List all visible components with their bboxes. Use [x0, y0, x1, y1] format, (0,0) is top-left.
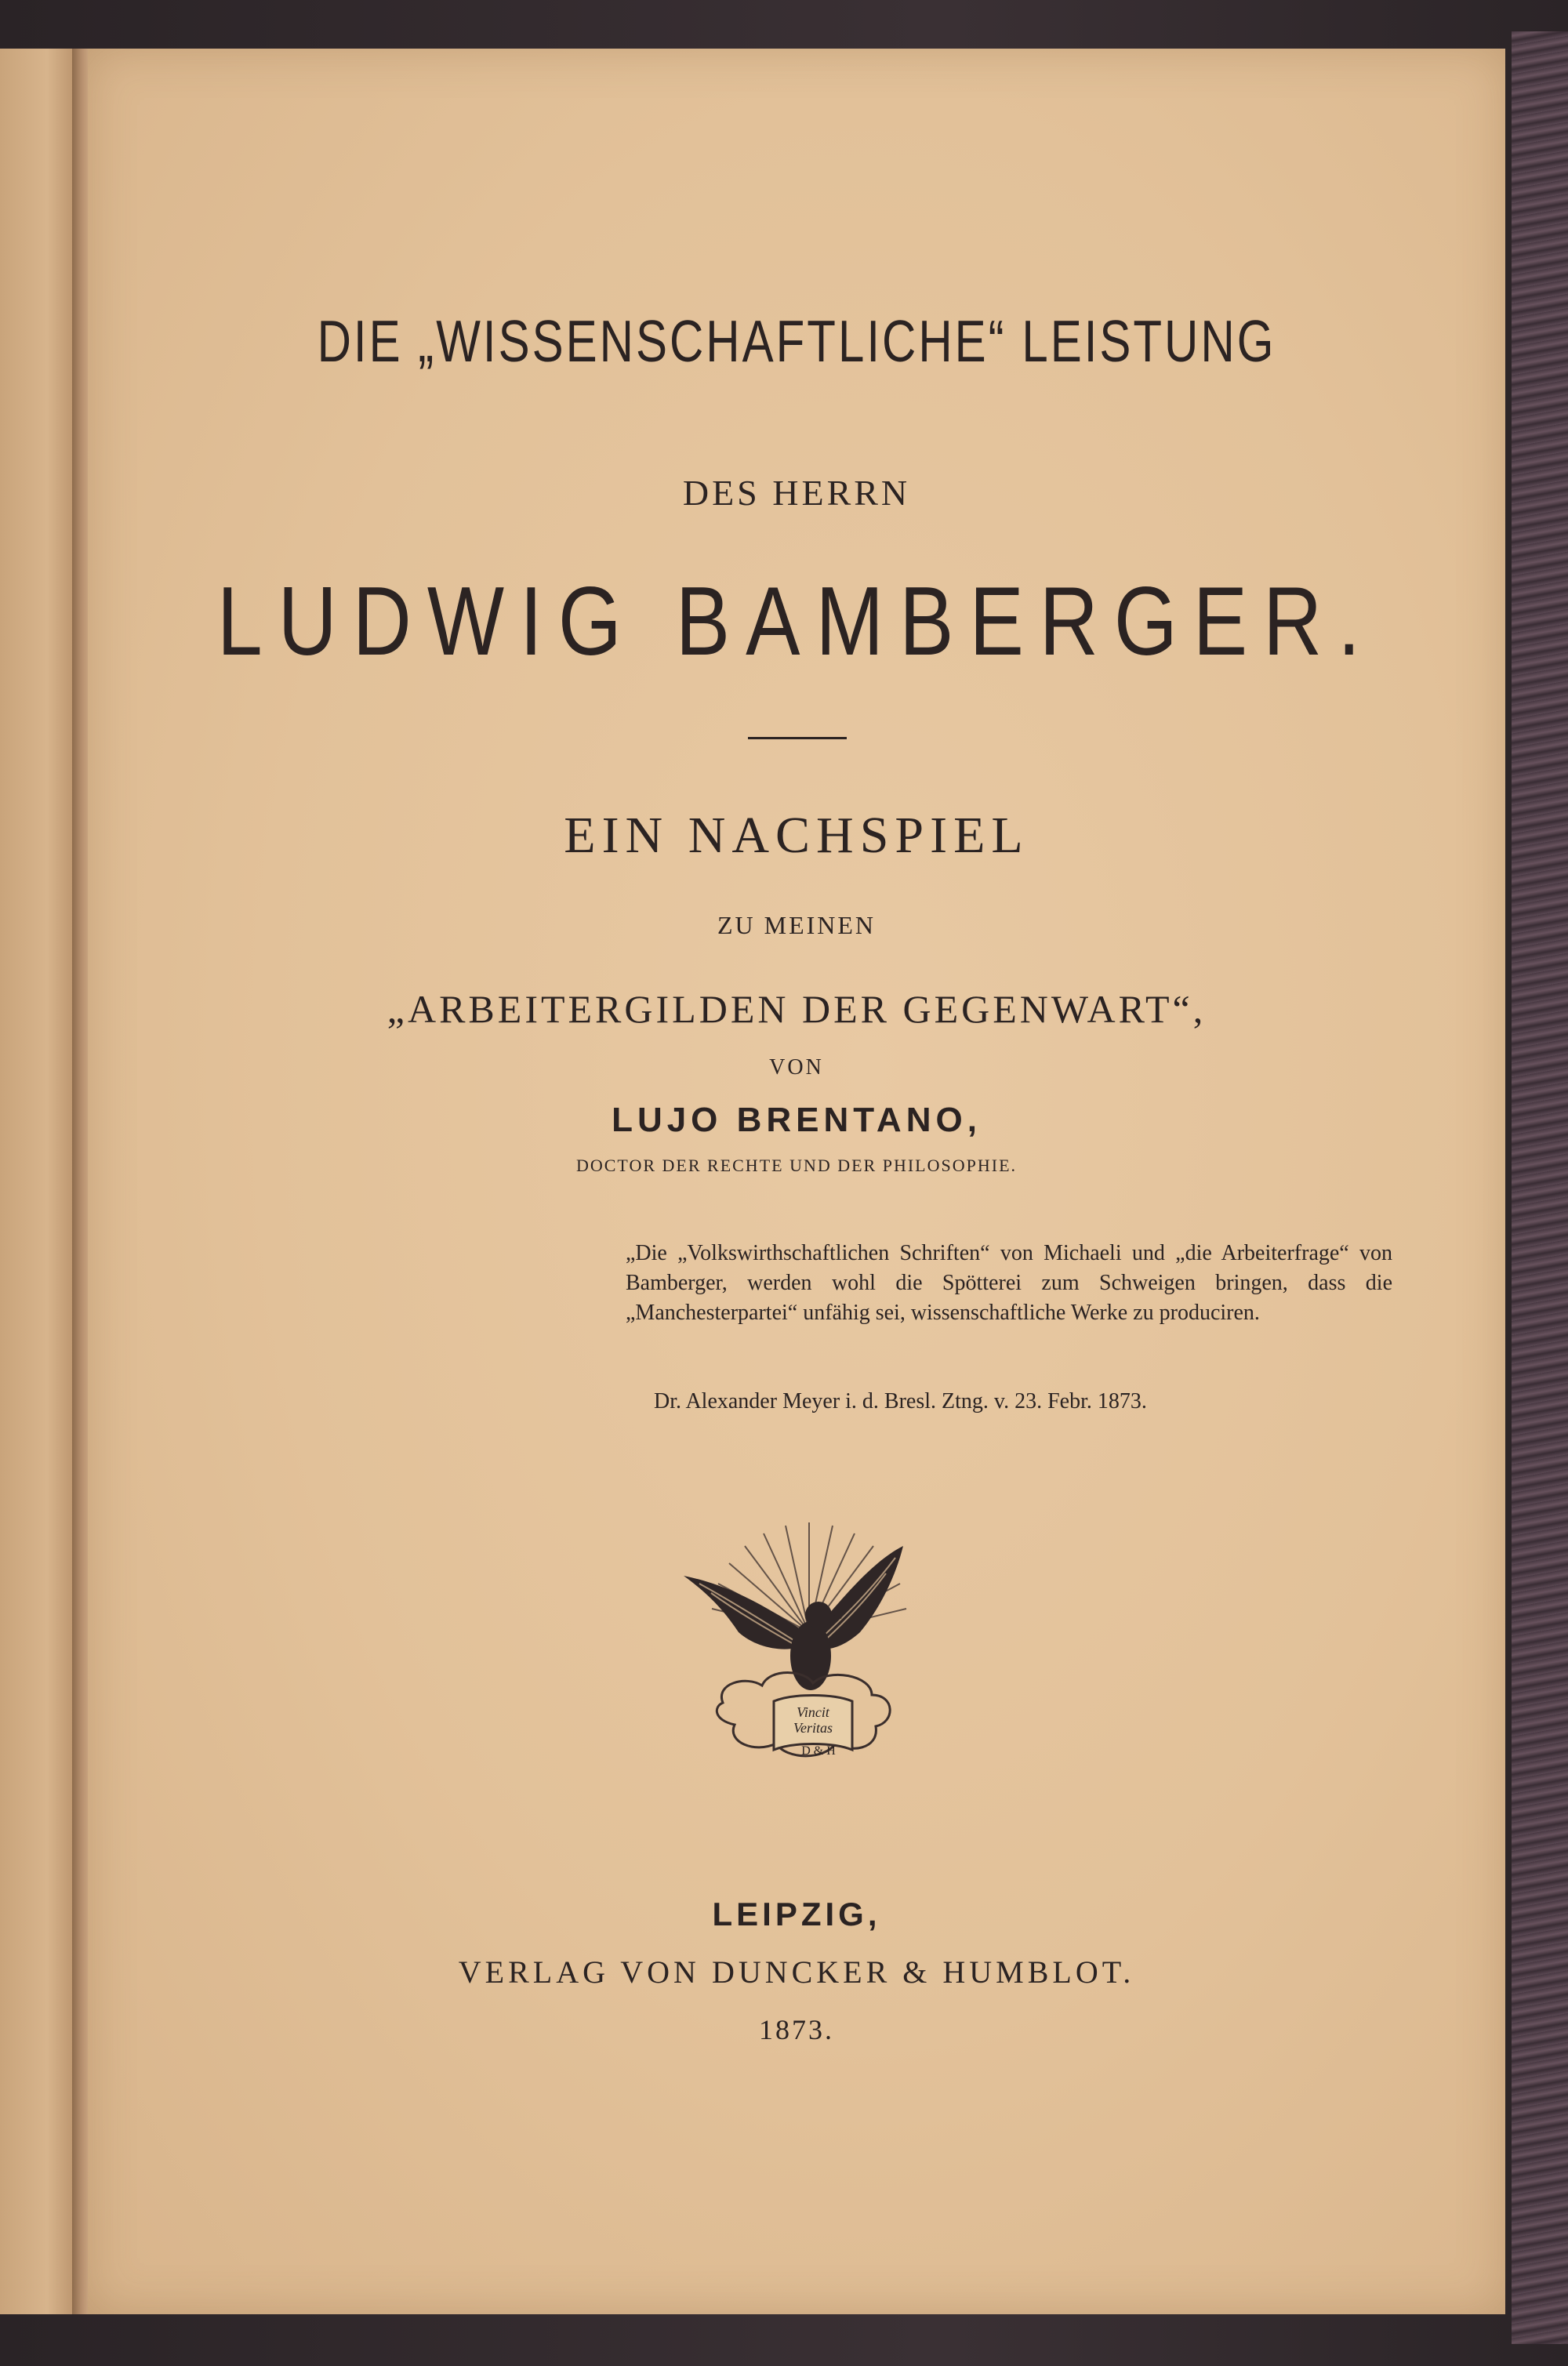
facing-page-edge — [0, 49, 78, 2314]
emblem-motto-2: Veritas — [793, 1720, 833, 1736]
imprint-publisher: VERLAG VON DUNCKER & HUMBLOT. — [458, 1954, 1135, 1990]
imprint-year: 1873. — [759, 2014, 834, 2045]
epigraph-quote: „Die „Volkswirthschaftlichen Schriften“ von Michaeli und „die Arbeiterfrage“ von Bamberger, werden wohl die Spötterei zum Schweigen bringen, dass die „Manchesterpartei“ unfähig sei, wissenschaftliche Werke zu produciren. — [626, 1241, 1392, 1325]
eagle-emblem-icon — [637, 1515, 982, 1797]
imprint-city: LEIPZIG, — [712, 1896, 881, 1932]
subtitle-work-title: „ARBEITERGILDEN DER GEGENWART“, — [387, 987, 1207, 1031]
emblem-motto-1: Vincit — [797, 1704, 829, 1720]
author-by-label: VON — [769, 1055, 824, 1080]
title-line-2: DES HERRN — [682, 473, 911, 513]
epigraph-source: Dr. Alexander Meyer i. d. Bresl. Ztng. v. 23. Febr. 1873. — [654, 1389, 1147, 1413]
title-page — [88, 49, 1505, 2314]
author-name: LUJO BRENTANO, — [612, 1101, 982, 1139]
emblem-initials: D & H — [801, 1744, 836, 1758]
subtitle-main: EIN NACHSPIEL — [564, 807, 1029, 864]
subtitle-connector: ZU MEINEN — [717, 911, 877, 939]
title-name: LUDWIG BAMBERGER. — [216, 567, 1377, 677]
title-line-1: DIE „WISSENSCHAFTLICHE“ LEISTUNG — [317, 308, 1276, 374]
author-degree: DOCTOR DER RECHTE UND DER PHILOSOPHIE. — [575, 1156, 1018, 1175]
book-binding-edge — [1512, 31, 1568, 2344]
title-divider-rule — [748, 737, 847, 739]
